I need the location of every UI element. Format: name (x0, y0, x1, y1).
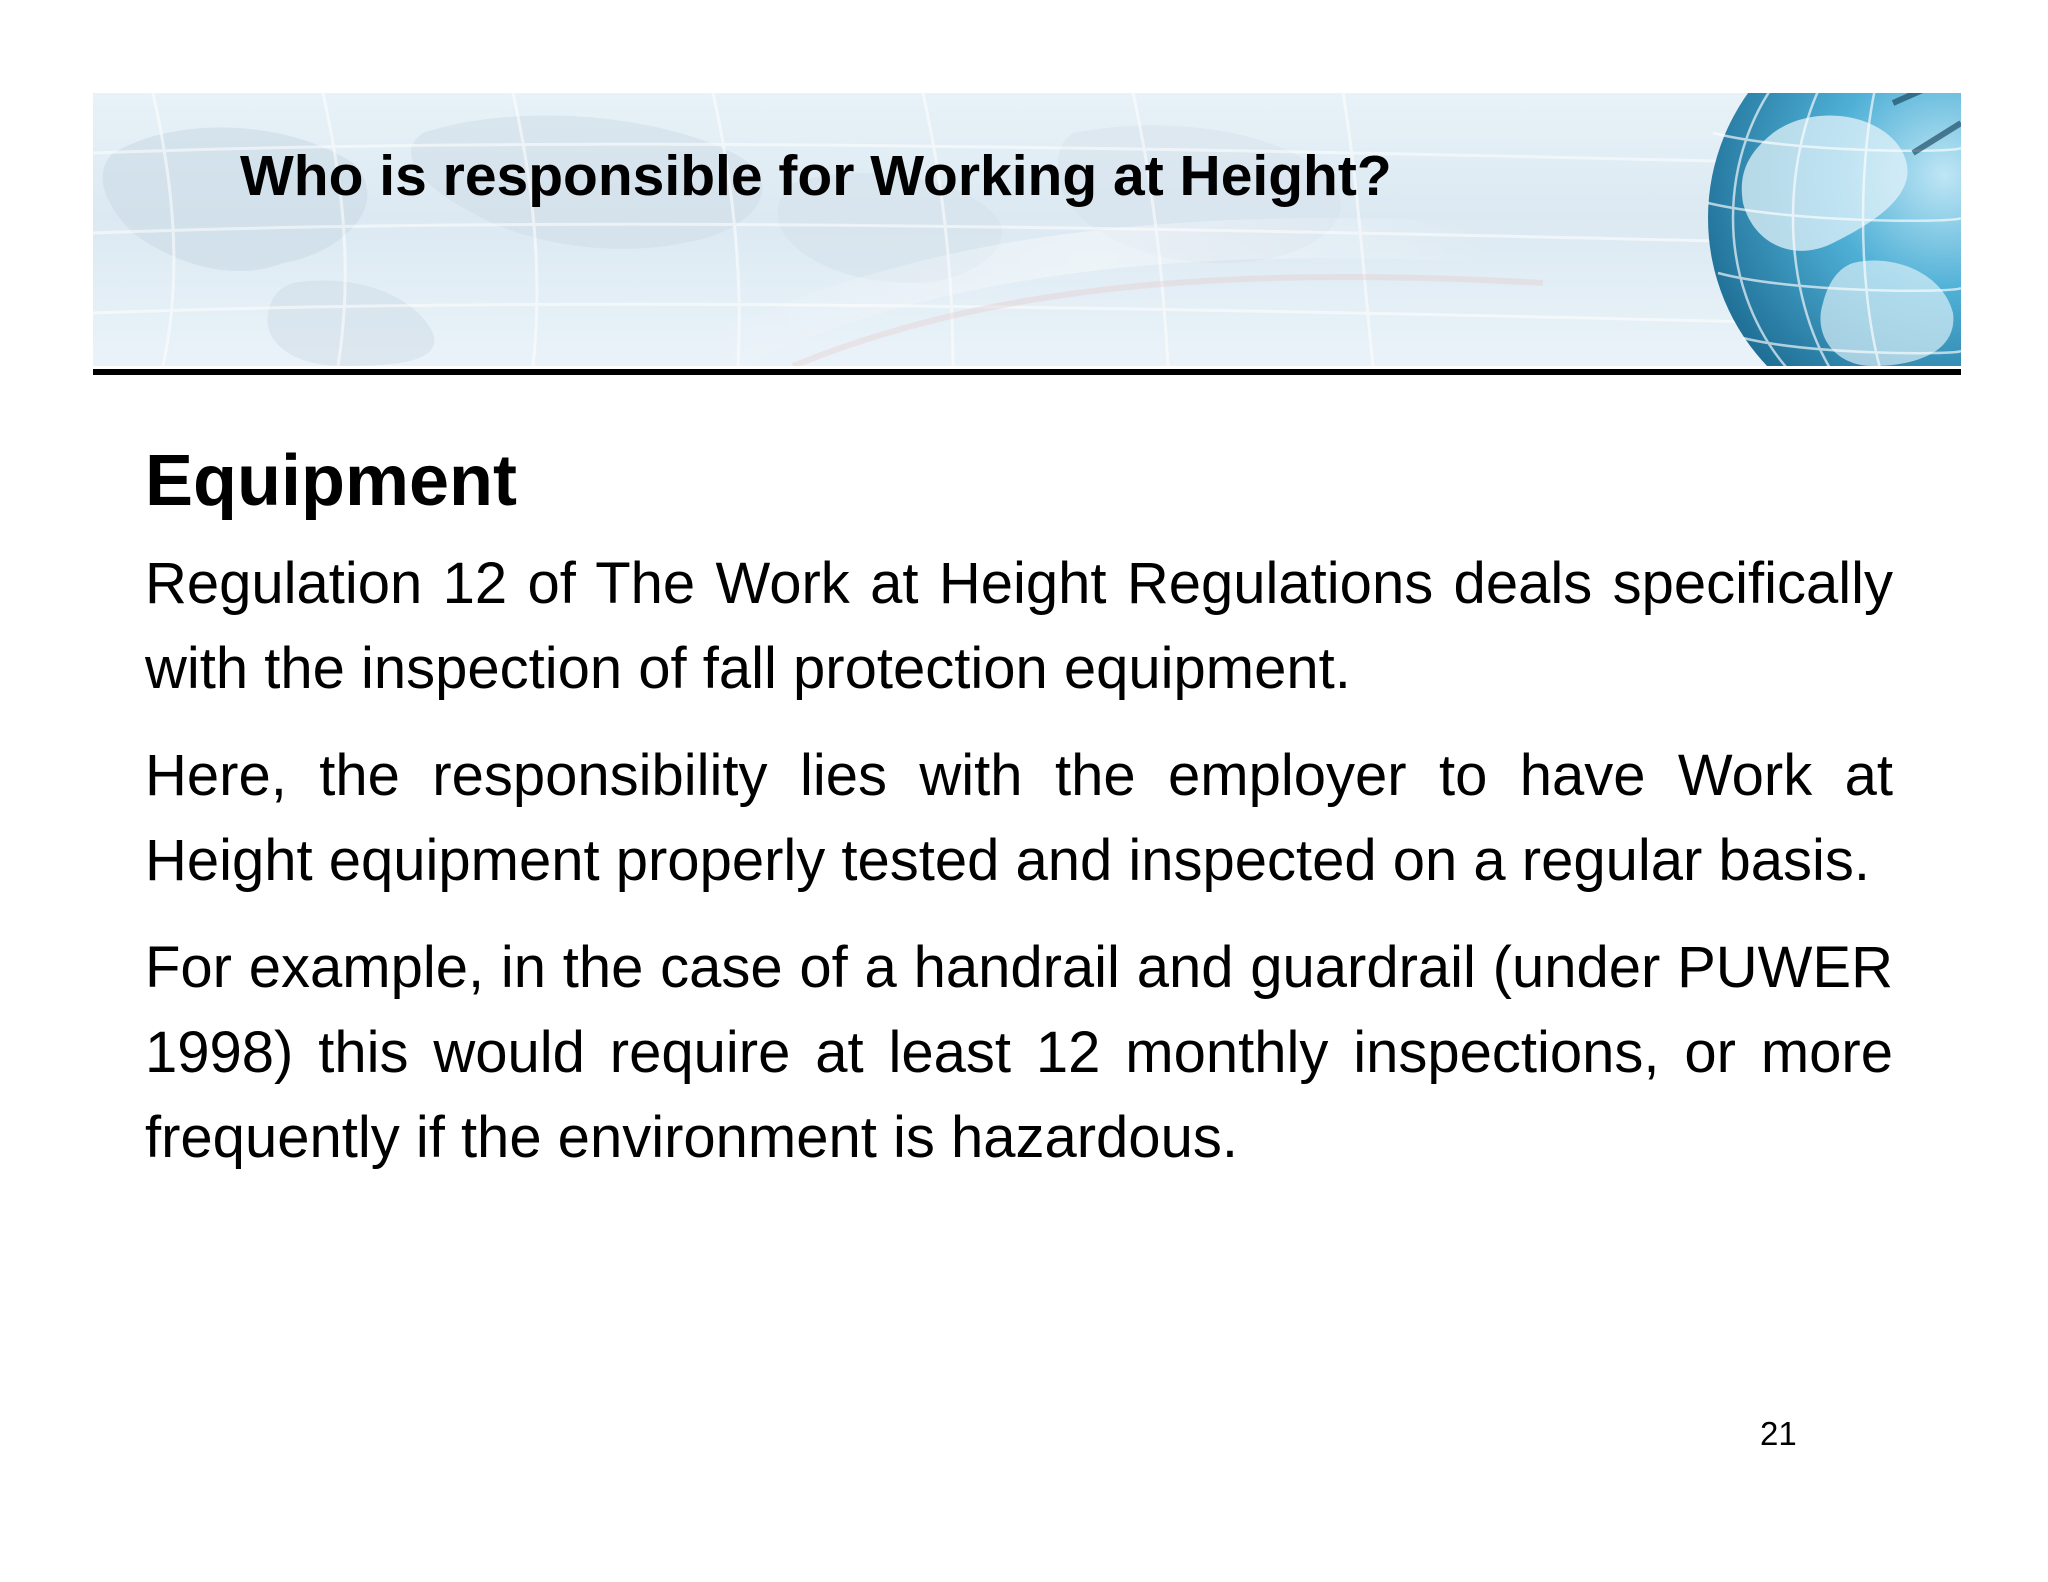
world-map-globe-image (93, 93, 1961, 366)
slide-body (145, 440, 1893, 1202)
paragraph-example: For example, in the case of a handrail and guardrail (under PUWER 1998) this would require at least 12 monthly inspections, or more frequently if the environment is hazardous. (145, 934, 1893, 1170)
header-banner (93, 93, 1961, 366)
slide-title: Who is responsible for Working at Height? (240, 144, 1392, 208)
section-heading: Equipment (145, 441, 517, 521)
title-divider (93, 369, 1961, 375)
page-number: 21 (1760, 1415, 1797, 1452)
paragraph-regulation: Regulation 12 of The Work at Height Regulations deals specifically with the inspection of fall protection equipment. (145, 550, 1893, 701)
paragraph-responsibility: Here, the responsibility lies with the employer to have Work at Height equipment properly tested and inspected on a regular basis. (145, 742, 1893, 893)
